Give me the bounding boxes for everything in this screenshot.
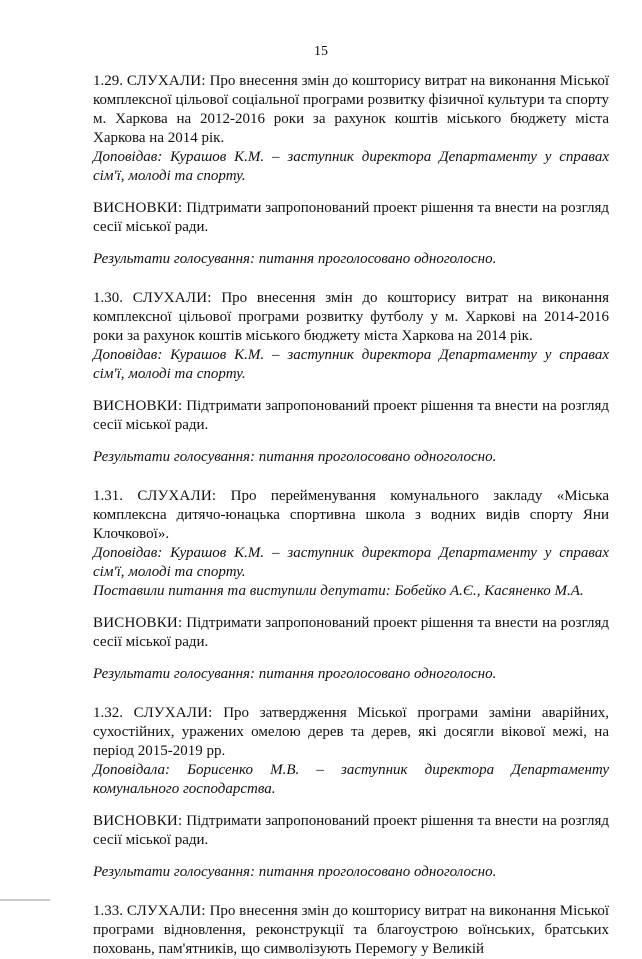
heard-label: СЛУХАЛИ:	[126, 903, 206, 919]
conclusion-paragraph	[93, 812, 609, 850]
conclusion-paragraph	[93, 397, 609, 435]
heard-text: Про затвердження Міської програми заміни аварійних, сухостійних, уражених омелою дерев та дерев, які досягли вікової межі, на період 2015-2019 рр.	[93, 705, 610, 759]
conclusion-label: ВИСНОВКИ:	[93, 200, 183, 216]
agenda-item-1-30	[93, 289, 609, 467]
heard-text: Про внесення змін до кошторису витрат на виконання комплексної цільової програми розвитку футболу у м. Харкові на 2014-2016 роки за рахунок коштів міського бюджету міста Харкова на 2014 рік.	[93, 290, 609, 344]
speakers-line: Поставили питання та виступили депутати: Бобейко А.Є., Касяненко М.А.	[93, 583, 584, 599]
heard-text: Про внесення змін до кошторису витрат на виконання Міської комплексної цільової соціальної програми розвитку фізичної культури та спорту м. Харкова на 2012-2016 роки за рахунок коштів міського бюджету міста Харкова на 2014 рік.	[93, 73, 609, 146]
conclusion-paragraph	[93, 199, 609, 237]
conclusion-label: ВИСНОВКИ:	[93, 398, 183, 414]
scan-edge-mark	[0, 899, 50, 901]
item-number: 1.29.	[93, 73, 123, 89]
agenda-item-1-29	[93, 72, 609, 269]
page-number: 15	[314, 44, 328, 59]
vote-result: Результати голосування: питання проголосовано одноголосно.	[93, 864, 497, 880]
heard-label: СЛУХАЛИ:	[133, 705, 213, 721]
conclusion-text: Підтримати запропонований проект рішення та внести на розгляд сесії міської ради.	[93, 398, 610, 433]
heard-text: Про перейменування комунального закладу «Міська комплексна дитячо-юнацька спортивна школа з водних видів спорту Яни Клочкової».	[93, 488, 610, 542]
conclusion-text: Підтримати запропонований проект рішення та внести на розгляд сесії міської ради.	[93, 813, 610, 848]
conclusion-text: Підтримати запропонований проект рішення та внести на розгляд сесії міської ради.	[93, 200, 610, 235]
conclusion-label: ВИСНОВКИ:	[93, 813, 183, 829]
minutes-content	[93, 72, 609, 959]
item-number: 1.30.	[93, 290, 123, 306]
heard-paragraph	[93, 289, 609, 346]
reporter-line: Доповідав: Курашов К.М. – заступник директора Департаменту у справах сім'ї, молоді та спорту.	[93, 347, 609, 382]
conclusion-paragraph	[93, 614, 609, 652]
heard-label: СЛУХАЛИ:	[137, 488, 217, 504]
item-number: 1.31.	[93, 488, 123, 504]
heard-paragraph	[93, 704, 609, 761]
heard-paragraph	[93, 72, 609, 148]
conclusion-text: Підтримати запропонований проект рішення та внести на розгляд сесії міської ради.	[93, 615, 610, 650]
vote-result: Результати голосування: питання проголосовано одноголосно.	[93, 251, 497, 267]
agenda-item-1-33	[93, 902, 609, 959]
vote-result: Результати голосування: питання проголосовано одноголосно.	[93, 449, 497, 465]
conclusion-label: ВИСНОВКИ:	[93, 615, 183, 631]
heard-paragraph	[93, 902, 609, 959]
reporter-line: Доповідала: Борисенко М.В. – заступник директора Департаменту комунального господарства.	[93, 762, 609, 797]
heard-label: СЛУХАЛИ:	[132, 290, 212, 306]
heard-label: СЛУХАЛИ:	[126, 73, 206, 89]
heard-paragraph	[93, 487, 609, 544]
heard-text: Про внесення змін до кошторису витрат на виконання Міської програми відновлення, реконструкції та благоустрою воїнських, братських поховань, пам'ятників, що символізують Перемогу у Великій	[93, 903, 609, 957]
agenda-item-1-31	[93, 487, 609, 684]
item-number: 1.33.	[93, 903, 123, 919]
reporter-line: Доповідав: Курашов К.М. – заступник директора Департаменту у справах сім'ї, молоді та спорту.	[93, 545, 609, 580]
reporter-line: Доповідав: Курашов К.М. – заступник директора Департаменту у справах сім'ї, молоді та спорту.	[93, 149, 609, 184]
item-number: 1.32.	[93, 705, 123, 721]
agenda-item-1-32	[93, 704, 609, 882]
vote-result: Результати голосування: питання проголосовано одноголосно.	[93, 666, 497, 682]
